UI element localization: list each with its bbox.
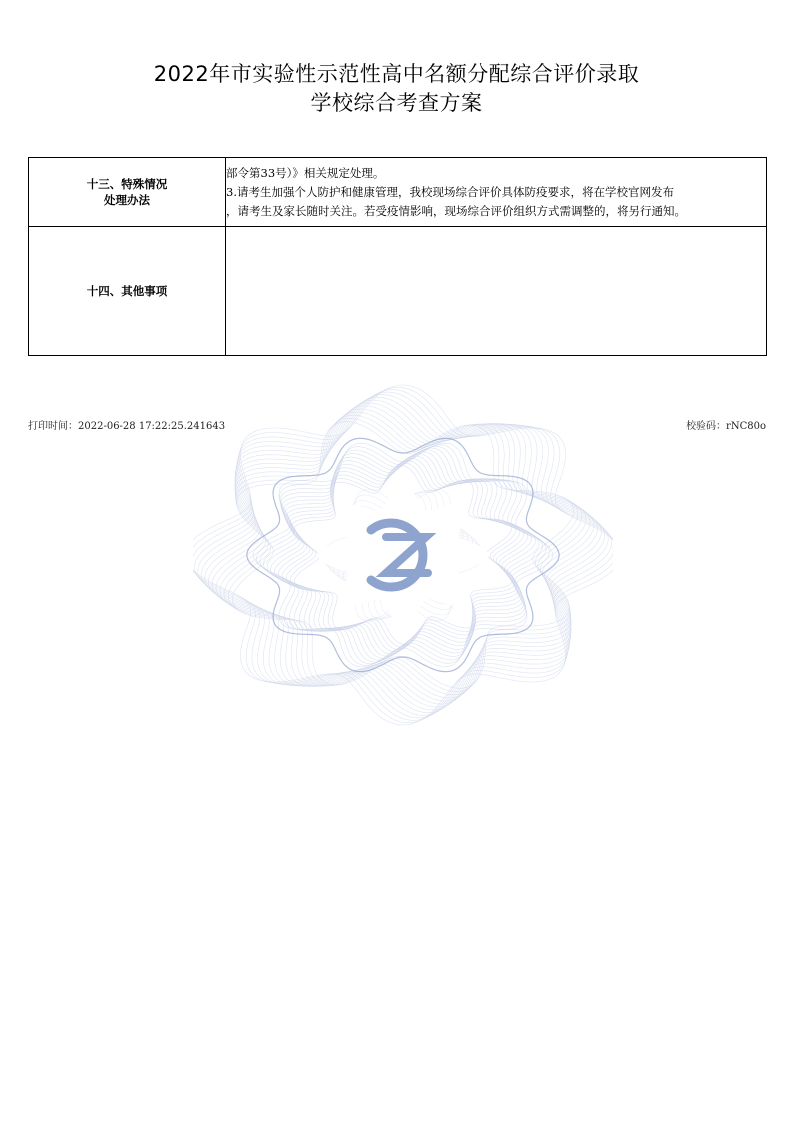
checksum-code: 校验码：rNC80o bbox=[686, 421, 766, 432]
title-line-1: 2022年市实验性示范性高中名额分配综合评价录取 bbox=[153, 62, 640, 86]
security-watermark-seal bbox=[193, 380, 613, 730]
row-label-line: 十三、特殊情况 bbox=[86, 177, 168, 191]
title-line-2: 学校综合考查方案 bbox=[310, 91, 483, 115]
content-line: 部令第33号）》相关规定处理。 bbox=[226, 165, 385, 180]
plan-table bbox=[28, 157, 767, 356]
row-label-line: 十四、其他事项 bbox=[86, 284, 168, 298]
print-time: 打印时间：2022-06-28 17:22:25.241643 bbox=[28, 421, 226, 432]
row-label-line: 处理办法 bbox=[104, 193, 150, 207]
row-content-special-situations bbox=[226, 158, 767, 227]
row-label-other-matters bbox=[29, 227, 226, 356]
document-title bbox=[0, 60, 793, 118]
content-line: ，请考生及家长随时关注。若受疫情影响，现场综合评价组织方式需调整的，将另行通知。 bbox=[226, 203, 686, 218]
table-row bbox=[29, 158, 767, 227]
content-line: 3.请考生加强个人防护和健康管理，我校现场综合评价具体防疫要求，将在学校官网发布 bbox=[226, 184, 674, 199]
row-label-special-situations bbox=[29, 158, 226, 227]
table-row bbox=[29, 227, 767, 356]
row-content-other-matters bbox=[226, 227, 767, 356]
